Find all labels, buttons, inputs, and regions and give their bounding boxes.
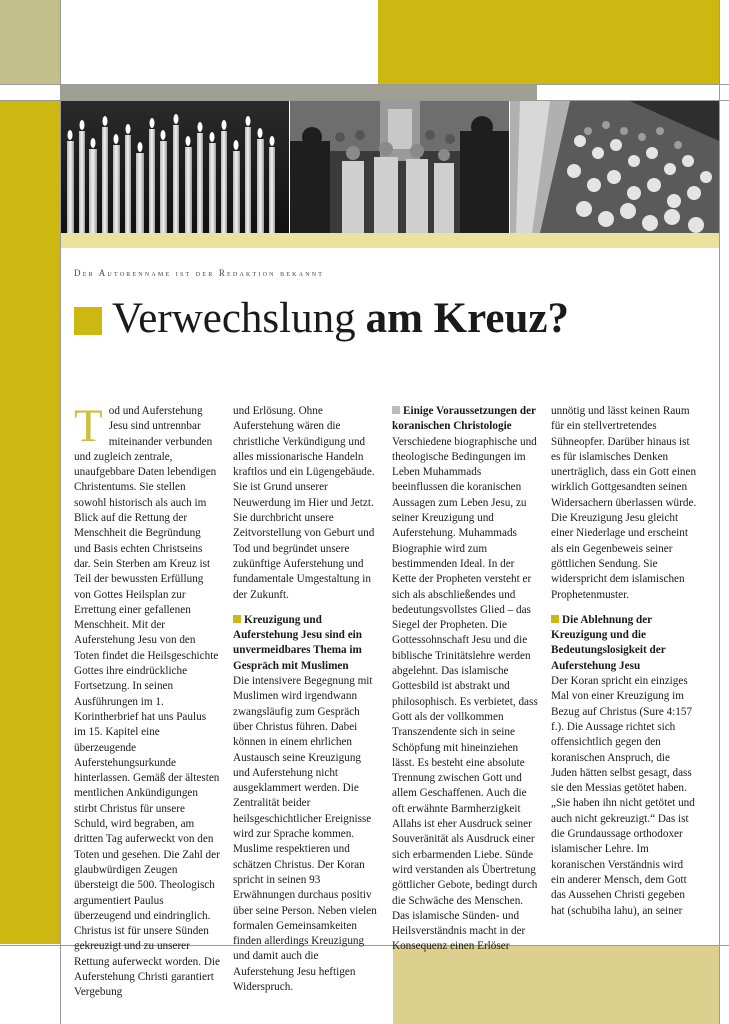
- title-light-part: Verwechslung: [112, 294, 356, 342]
- gray-band: [60, 85, 537, 100]
- column-2-text-b: Die intensivere Begegnung mit Muslimen wird irgendwann zwangsläufig zum Gespräch über Christus führen. Dabei können in einem ehrlichen Austausch seine Kreuzigung und Auferstehung nicht ausgeklammert werden. Die Zentralität beider heilsgeschichtlicher Ereignisse wird zur Sprache kommen. Muslime respektieren und schätzen Christus. Der Koran spricht in seinen 93 Erwähnungen durchaus positiv über seine Person. Neben vielen formalen Gemeinsamkeiten finden allerdings Kreuzigung und damit auch die Auferstehung Jesu heftigen Widerspruch.: [233, 675, 377, 993]
- column-1-text: od und Auferstehung Jesu sind untrennbar miteinander verbunden und zugleich zentrale, unaufgebbare Daten lebendigen Christentums. Sie stellen sowohl historisch als auch im Blick auf die Rettung der Menschheit die Begründung und Basis echten Christseins dar. Sein Sterben am Kreuz ist Teil der bewussten Erfüllung von Gottes Heilsplan zur Errettung einer gefallenen Menschheit. Mit der Auferstehung Jesu von den Toten findet die Heilsgeschichte Gottes ihre eindrückliche Fortsetzung. In seinen Ausführungen im 1. Korintherbrief hat uns Paulus im 15. Kapitel eine überzeugende Auferstehungsurkunde hinterlassen. Gemäß der ältesten mentlichen Ankündigungen stirbt Christus für unsere Schuld, wird begraben, am dritten Tag auferweckt von den Toten und gesehen. Die Zahl der glaubwürdigen Zeugen übersteigt die 500. Theologisch argumentiert Paulus überzeugend und eindringlich. Christus ist für unsere Sünden gekreuzigt und zu unserer Rettung auferweckt worden. Die Auferstehung Christi garantiert Vergebung: [74, 405, 221, 999]
- beige-corner-block: [0, 0, 60, 84]
- title-square-marker: [74, 307, 102, 335]
- cathedral-clergy-photo: [510, 101, 719, 233]
- text-column-4: [551, 404, 697, 919]
- drop-cap: T: [74, 400, 103, 452]
- column-3-heading: [392, 404, 538, 435]
- column-4-text-a: unnötig und lässt keinen Raum für ein stellvertretendes Sühneopfer. Darüber hinaus ist es für islamisches Denken unerträglich, dass ein Gott einen wirklich Gottgesandten seinen Widersachern überlassen würde. Die Kreuzigung Jesu gleicht einer Niederlage und erscheint als ein Gegenbeweis seiner göttlichen Sendung. Sie widerspricht dem islamischen Prophetenmuster.: [551, 405, 697, 601]
- column-2-text-a: und Erlösung. Ohne Auferstehung wären die christliche Verkündigung und alles missionarische Handeln kraftlos und ein Lügengebäude. Sie ist Grund unserer Neuwerdung im Hier und Jetzt. Sie durchbricht unsere Zeitvorstellung von Geburt und Tod und begründet unsere zukünftige Auferstehung und fundamentale Umgestaltung in der Zukunft.: [233, 405, 375, 601]
- column-2-heading-text: Kreuzigung und Auferstehung Jesu sind ein unvermeidbares Thema im Gespräch mit Muslimen: [233, 613, 362, 672]
- text-column-3: [392, 404, 538, 955]
- top-yellow-block: [378, 0, 719, 84]
- text-column-1: [74, 400, 221, 1001]
- column-4-heading: [551, 613, 697, 674]
- column-2-heading: [233, 613, 379, 674]
- pale-yellow-band: [60, 233, 719, 248]
- column-3-heading-text: Einige Voraussetzungen der koranischen Christologie: [392, 405, 536, 433]
- rule-top: [0, 84, 729, 85]
- text-column-2: [233, 404, 379, 995]
- rule-right-vertical: [719, 0, 720, 1024]
- heading-square-gray: [392, 406, 400, 414]
- title-bold-part: am Kreuz?: [365, 294, 570, 342]
- column-3-text: Verschiedene biographische und theologische Bedingungen im Leben Muhammads beeinflussen die koranischen Aussagen zum Leben Jesu, zu seiner Kreuzigung und Auferstehung. Muhammads Biographie wird zum bestimmenden Ideal. In der Kette der Propheten versteht er sich als abschließendes und bedeutungsvollstes Glied – das Siegel der Propheten. Die Gottessohnschaft Jesu und die biblische Trinitätslehre werden abgelehnt. Das islamische Gottesbild ist abstrakt und philosophisch. Es verbietet, dass Gott als der vollkommen Transzendente sich in seine Schöpfung mit hineinziehen lässt. Es besteht eine absolute Trennung zwischen Gott und allem Geschaffenen. Auch die oft erwähnte Barmherzigkeit Allahs ist eher Ausdruck seiner Souveränität als Ausdruck einer sich erbarmenden Liebe. Sünde wird verstanden als Übertretung göttlicher Gebote, bedingt durch die Schwäche des Menschen. Das islamische Sünden- und Heilsverständnis macht in der Konsequenz einen Erlöser: [392, 435, 538, 953]
- candles-photo: [61, 101, 289, 233]
- liturgy-procession-photo: [290, 101, 509, 233]
- bottom-pale-block: [393, 946, 719, 1024]
- column-4-text-b: Der Koran spricht ein einziges Mal von einer Kreuzigung im Bezug auf Christus (Sure 4:157 f.). Die Aussage richtet sich offensichtlich gegen den koranischen Anspruch, die Juden hätten selbst gesagt, dass sie den Messias getötet haben. „Sie haben ihn nicht getötet und auch nicht gekreuzigt.“ Das ist die Grundaussage orthodoxer islamischer Lehre. Im koranischen Verständnis wird ein anderer Mensch, dem Gott das Aussehen Christi gegeben hat (schubiha lahu), an seiner: [551, 675, 695, 917]
- heading-square-yellow: [551, 615, 559, 623]
- page-title: [74, 290, 569, 346]
- column-4-heading-text: Die Ablehnung der Kreuzigung und die Bedeutungslosigkeit der Auferstehung Jesu: [551, 613, 666, 672]
- left-yellow-stripe: [0, 101, 60, 944]
- heading-square-yellow: [233, 615, 241, 623]
- author-kicker: Der Autorenname ist der Redaktion bekannt: [74, 268, 325, 278]
